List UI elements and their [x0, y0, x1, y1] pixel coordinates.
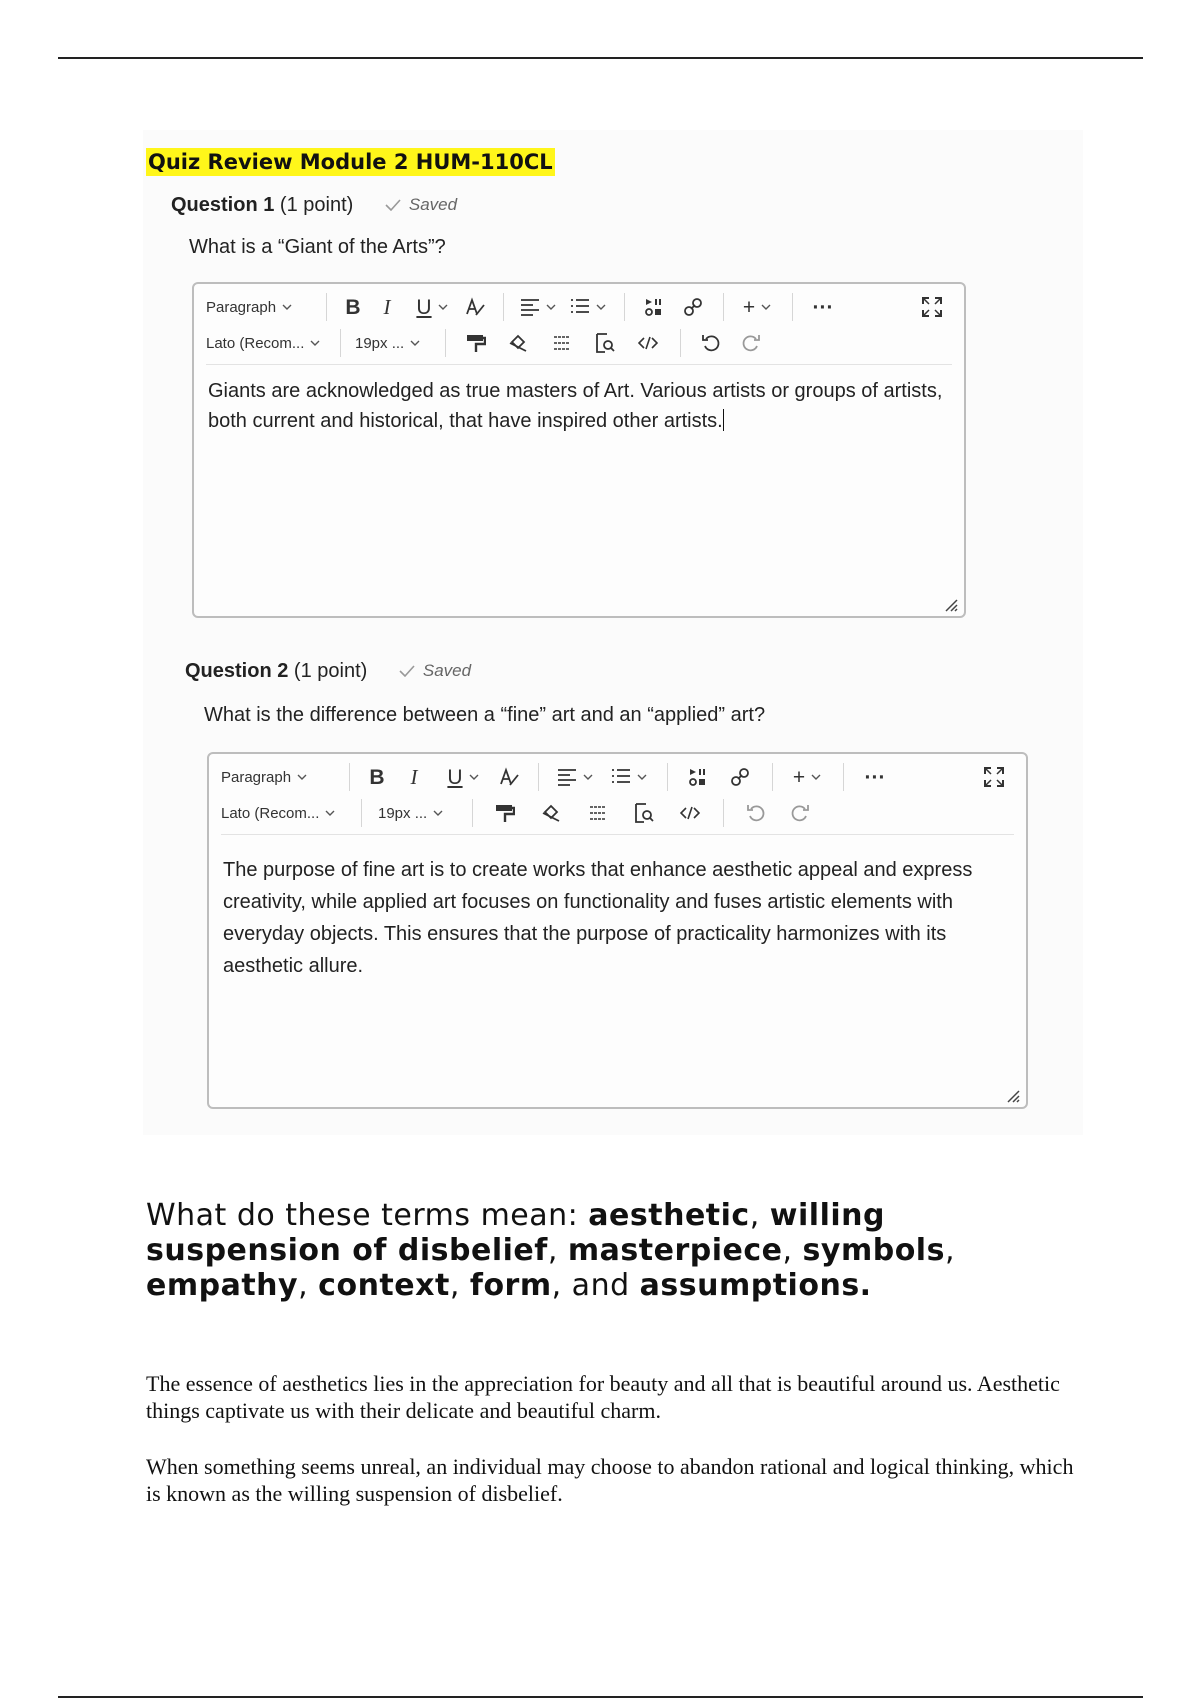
- link-button[interactable]: [673, 292, 713, 322]
- chevron-down-icon: [546, 302, 556, 312]
- question-number: Question 2: [185, 660, 289, 682]
- saved-status: [385, 195, 457, 215]
- underline-button[interactable]: [407, 292, 457, 322]
- preview-button[interactable]: [584, 328, 626, 358]
- insert-button[interactable]: [734, 292, 780, 322]
- toolbar-divider: [503, 293, 504, 321]
- undo-icon: [746, 803, 766, 823]
- chevron-down-icon: [438, 302, 448, 312]
- italic-icon: I: [410, 764, 418, 789]
- term-form: form: [469, 1268, 552, 1303]
- media-icon: [688, 767, 708, 787]
- underline-button[interactable]: [436, 762, 490, 792]
- chevron-down-icon: [297, 772, 307, 782]
- question-1-header: [171, 194, 457, 217]
- undo-button[interactable]: [691, 328, 731, 358]
- bold-icon: B: [369, 765, 385, 789]
- toolbar-divider: [723, 799, 724, 827]
- list-icon: [611, 768, 631, 786]
- redo-button[interactable]: [778, 798, 822, 828]
- toolbar-divider-line: [221, 834, 1014, 835]
- preview-button[interactable]: [621, 798, 667, 828]
- chevron-down-icon: [811, 772, 821, 782]
- quiz-title: Quiz Review Module 2 HUM-110CL: [148, 150, 553, 174]
- answer-text-area[interactable]: [223, 854, 1012, 982]
- check-icon: [399, 665, 415, 677]
- bold-button[interactable]: [339, 292, 367, 322]
- block-format-select[interactable]: [206, 292, 314, 322]
- undo-button[interactable]: [734, 798, 778, 828]
- toolbar-divider: [445, 329, 446, 357]
- toolbar-divider: [361, 799, 362, 827]
- chevron-down-icon: [325, 808, 335, 818]
- toolbar-divider: [792, 293, 793, 321]
- font-value: Lato (Recom...: [221, 804, 320, 822]
- toolbar-divider-line: [206, 364, 952, 365]
- underline-icon: U: [447, 765, 463, 789]
- font-select[interactable]: [206, 328, 330, 358]
- chevron-down-icon: [310, 338, 320, 348]
- horizontal-rule-button[interactable]: [575, 798, 621, 828]
- chevron-down-icon: [583, 772, 593, 782]
- toolbar-divider: [624, 293, 625, 321]
- insert-icon: +: [792, 765, 806, 789]
- format-painter-button[interactable]: [456, 328, 496, 358]
- insert-icon: +: [742, 295, 756, 319]
- source-code-button[interactable]: [667, 798, 713, 828]
- question-1-editor[interactable]: [192, 282, 966, 618]
- font-select[interactable]: [221, 798, 351, 828]
- chevron-down-icon: [637, 772, 647, 782]
- horizontal-rule-icon: [552, 335, 572, 351]
- question-2-prompt: What is the difference between a “fine” art and an “applied” art?: [204, 704, 766, 726]
- list-button[interactable]: [562, 292, 614, 322]
- font-size-select[interactable]: [378, 798, 462, 828]
- term-masterpiece: masterpiece: [567, 1233, 783, 1268]
- text-cursor: [723, 409, 724, 431]
- text-color-button[interactable]: [457, 292, 493, 322]
- term-separator: ,: [547, 1233, 568, 1268]
- saved-label: Saved: [408, 195, 458, 214]
- question-number: Question 1: [171, 194, 275, 216]
- media-icon: [644, 297, 664, 317]
- format-painter-icon: [466, 333, 486, 353]
- saved-label: Saved: [422, 661, 472, 680]
- toolbar-divider: [667, 763, 668, 791]
- editor-toolbar-row-2: [221, 796, 1014, 830]
- paragraph-aesthetics: The essence of aesthetics lies in the appreciation for beauty and all that is beautiful around us. Aesthetic things captivate us with their delicate and beautiful charm.: [146, 1371, 1060, 1423]
- fullscreen-icon: [984, 767, 1004, 787]
- font-size-value: 19px ...: [355, 334, 405, 352]
- clear-format-icon: [541, 803, 561, 823]
- editor-toolbar-row-1: [221, 760, 1014, 794]
- link-icon: [730, 767, 750, 787]
- format-painter-icon: [495, 803, 515, 823]
- chevron-down-icon: [469, 772, 479, 782]
- term-symbols: symbols: [802, 1233, 945, 1268]
- align-button[interactable]: [514, 292, 562, 322]
- term-separator: ,: [298, 1268, 319, 1303]
- question-points: (1 point): [279, 194, 354, 216]
- clear-format-button[interactable]: [527, 798, 575, 828]
- fullscreen-icon: [922, 297, 942, 317]
- text-color-icon: [464, 296, 486, 318]
- term-aesthetic: aesthetic: [588, 1198, 750, 1233]
- horizontal-rule-icon: [588, 805, 608, 821]
- underline-icon: U: [416, 295, 432, 319]
- list-icon: [570, 298, 590, 316]
- toolbar-divider: [843, 763, 844, 791]
- clear-format-icon: [508, 333, 528, 353]
- term-assumptions: assumptions: [639, 1268, 860, 1303]
- paragraph-suspension: When something seems unreal, an individual may choose to abandon rational and logical thinking, which is known as the willing suspension of disbelief.: [146, 1454, 1074, 1506]
- toolbar-divider: [326, 293, 327, 321]
- italic-button[interactable]: [367, 292, 407, 322]
- toolbar-divider: [472, 799, 473, 827]
- text-color-icon: [498, 766, 520, 788]
- term-willing-suspension: willing suspension of disbelief: [146, 1198, 885, 1268]
- bottom-rule: [58, 1696, 1143, 1698]
- font-size-value: 19px ...: [378, 804, 428, 822]
- bold-button[interactable]: [362, 762, 392, 792]
- preview-icon: [634, 803, 654, 823]
- insert-button[interactable]: [783, 762, 831, 792]
- toolbar-divider: [538, 763, 539, 791]
- redo-button[interactable]: [731, 328, 771, 358]
- clear-format-button[interactable]: [496, 328, 540, 358]
- source-code-button[interactable]: [626, 328, 670, 358]
- format-painter-button[interactable]: [483, 798, 527, 828]
- media-button[interactable]: [635, 292, 673, 322]
- font-value: Lato (Recom...: [206, 334, 305, 352]
- more-button[interactable]: [805, 292, 841, 322]
- fullscreen-button[interactable]: [974, 762, 1014, 792]
- question-points: (1 point): [293, 660, 368, 682]
- term-separator: ,: [749, 1198, 770, 1233]
- question-2-header: [185, 660, 471, 683]
- editor-toolbar-row-2: [206, 326, 952, 360]
- resize-handle-icon[interactable]: [942, 596, 958, 612]
- answer-text: Giants are acknowledged as true masters of Art. Various artists or groups of artists, both current and historical, that have inspired other artists.: [208, 380, 943, 432]
- chevron-down-icon: [596, 302, 606, 312]
- block-format-value: Paragraph: [206, 298, 277, 316]
- toolbar-divider: [340, 329, 341, 357]
- toolbar-divider: [723, 293, 724, 321]
- align-button[interactable]: [549, 762, 601, 792]
- term-period: .: [859, 1268, 872, 1303]
- term-separator: ,: [782, 1233, 803, 1268]
- undo-icon: [701, 333, 721, 353]
- more-icon: ···: [812, 295, 834, 319]
- block-format-select[interactable]: [221, 762, 337, 792]
- italic-icon: I: [383, 294, 391, 319]
- term-context: context: [318, 1268, 450, 1303]
- term-separator: ,: [449, 1268, 470, 1303]
- toolbar-divider: [680, 329, 681, 357]
- redo-icon: [790, 803, 810, 823]
- top-rule: [58, 57, 1143, 59]
- redo-icon: [741, 333, 761, 353]
- list-button[interactable]: [601, 762, 657, 792]
- media-button[interactable]: [678, 762, 718, 792]
- bold-icon: B: [345, 295, 361, 319]
- font-size-select[interactable]: [355, 328, 435, 358]
- term-empathy: empathy: [146, 1268, 299, 1303]
- more-button[interactable]: [856, 762, 894, 792]
- answer-text: The purpose of fine art is to create works that enhance aesthetic appeal and express creativity, while applied art focuses on functionality and fuses artistic elements with everyday objects. This ensures that the purpose of practicality harmonizes with its aesthetic allure.: [223, 859, 973, 977]
- term-and: , and: [551, 1268, 640, 1303]
- toolbar-divider: [772, 763, 773, 791]
- chevron-down-icon: [433, 808, 443, 818]
- align-icon: [557, 768, 577, 786]
- toolbar-divider: [349, 763, 350, 791]
- fullscreen-button[interactable]: [912, 292, 952, 322]
- chevron-down-icon: [410, 338, 420, 348]
- terms-heading: [146, 1198, 1086, 1303]
- italic-button[interactable]: [392, 762, 436, 792]
- editor-toolbar-row-1: [206, 290, 952, 324]
- source-code-icon: [638, 336, 658, 350]
- text-color-button[interactable]: [490, 762, 528, 792]
- preview-icon: [595, 333, 615, 353]
- chevron-down-icon: [761, 302, 771, 312]
- check-icon: [385, 199, 401, 211]
- term-separator: ,: [944, 1233, 955, 1268]
- source-code-icon: [680, 806, 700, 820]
- align-icon: [520, 298, 540, 316]
- chevron-down-icon: [282, 302, 292, 312]
- horizontal-rule-button[interactable]: [540, 328, 584, 358]
- answer-text-area[interactable]: [208, 376, 950, 436]
- more-icon: ···: [864, 765, 886, 789]
- saved-status: [399, 661, 471, 681]
- question-1-prompt: What is a “Giant of the Arts”?: [189, 236, 446, 258]
- question-2-editor[interactable]: [207, 752, 1028, 1109]
- block-format-value: Paragraph: [221, 768, 292, 786]
- link-button[interactable]: [718, 762, 762, 792]
- resize-handle-icon[interactable]: [1004, 1087, 1020, 1103]
- terms-lead: What do these terms mean:: [146, 1198, 589, 1233]
- link-icon: [683, 297, 703, 317]
